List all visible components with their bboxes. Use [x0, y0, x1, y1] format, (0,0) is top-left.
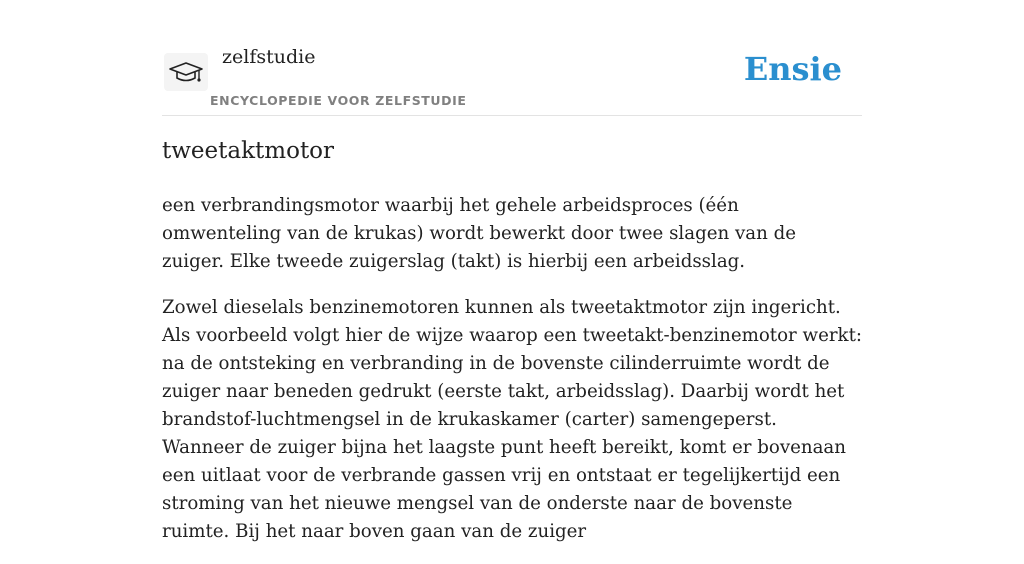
article-title: tweetaktmotor [162, 138, 335, 164]
article-paragraph: Zowel dieselals benzinemotoren kunnen als tweetaktmotor zijn ingericht. Als voorbeeld volgt hier de wijze waarop een tweetakt-benzinemotor werkt: na de ontsteking en verbranding in de bovenste cilinderruimte wordt de zuiger naar beneden gedrukt (eerste takt, arbeidsslag). Daarbij wordt het brandstof-luchtmengsel in de krukaskamer (carter) samengeperst. Wanneer de zuiger bijna het laagste punt heeft bereikt, komt er bovenaan een uitlaat voor de verbrande gassen vrij en ontstaat er tegelijkertijd een stroming van het nieuwe mengsel van de onderste naar de bovenste ruimte. Bij het naar boven gaan van de zuiger [162, 297, 863, 542]
article-paragraph: een verbrandingsmotor waarbij het gehele arbeidsproces (één omwenteling van de krukas) wordt bewerkt door twee slagen van de zuiger. Elke tweede zuigerslag (takt) is hierbij een arbeidsslag. [162, 195, 796, 272]
site-name[interactable]: zelfstudie [222, 46, 316, 68]
site-logo[interactable] [164, 53, 208, 91]
brand-logo-link[interactable]: Ensie [743, 50, 842, 88]
article-body [162, 192, 862, 564]
site-tagline: ENCYCLOPEDIE VOOR ZELFSTUDIE [210, 93, 467, 108]
site-header [162, 0, 862, 116]
